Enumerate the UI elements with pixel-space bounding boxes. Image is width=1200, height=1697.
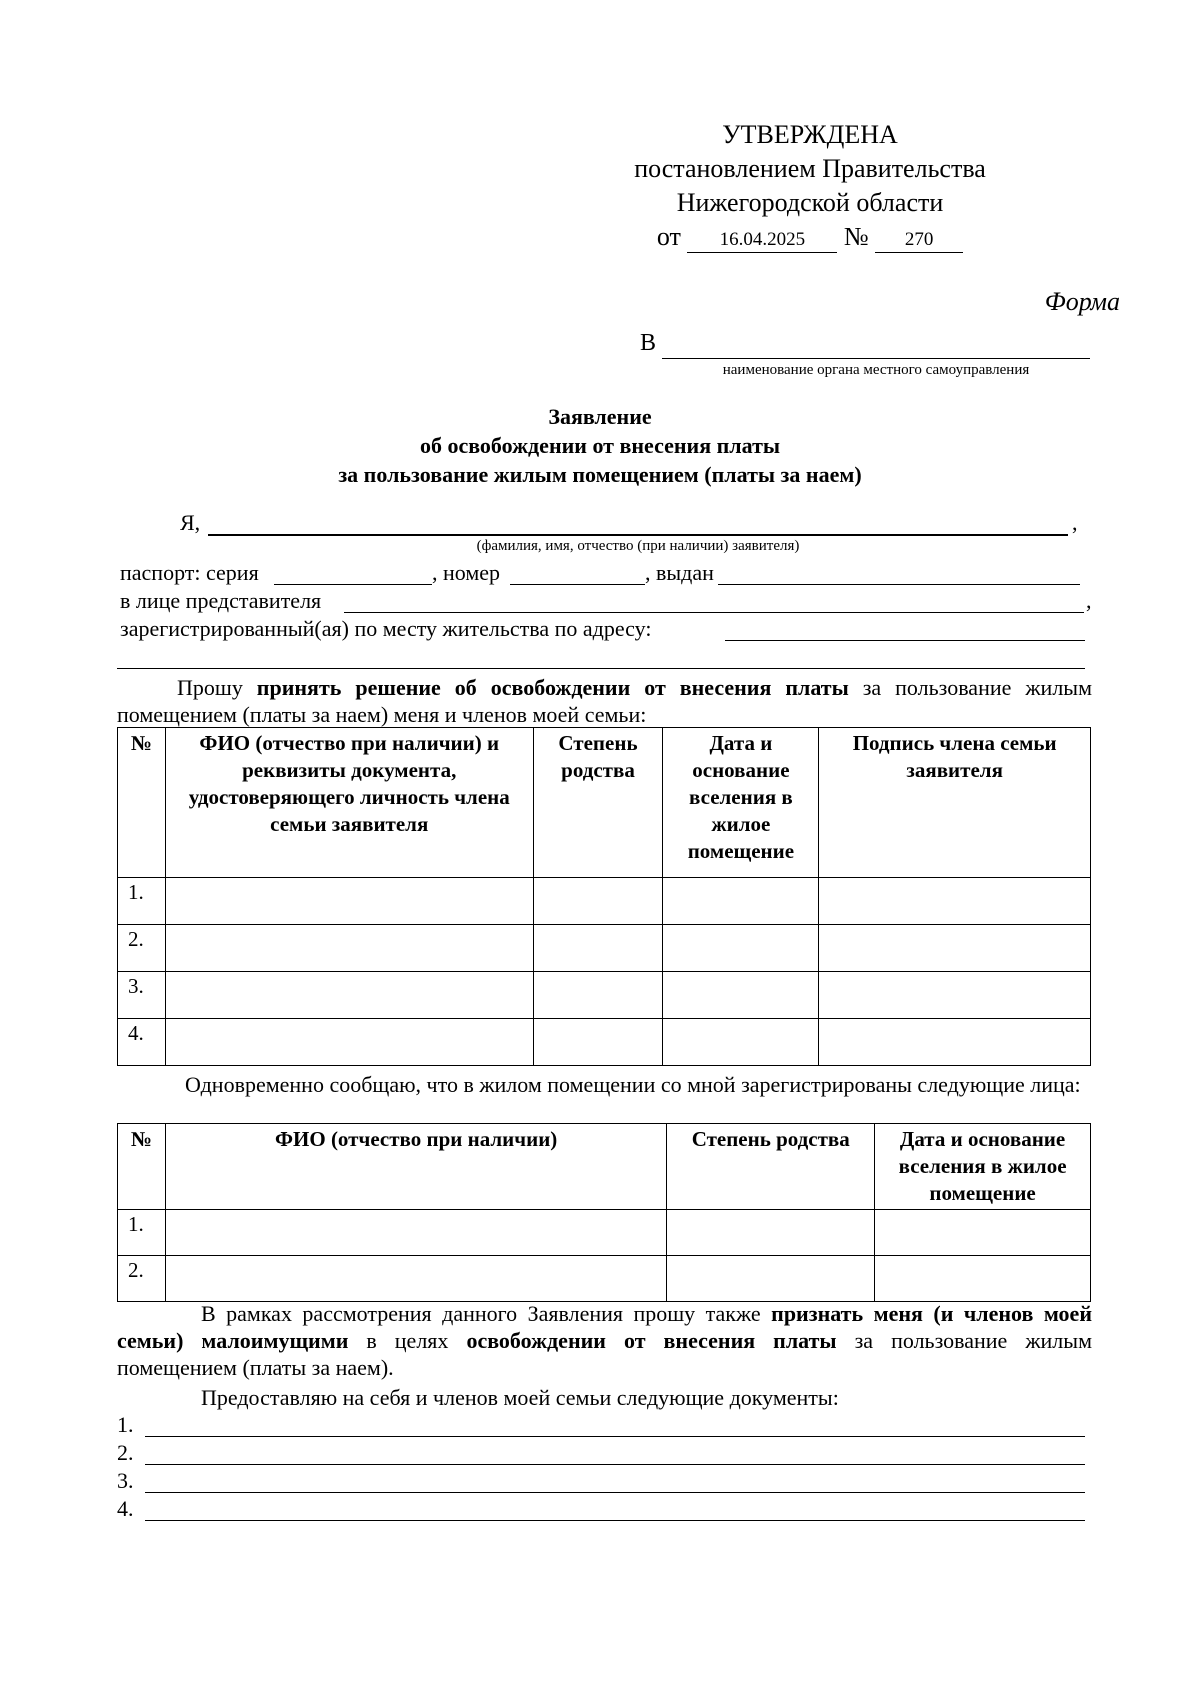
documents-list: [117, 1412, 1117, 1532]
row-number: 2.: [118, 1256, 166, 1302]
table-cell[interactable]: [533, 878, 663, 925]
passport-issued-field[interactable]: [718, 584, 1080, 585]
table-cell[interactable]: [875, 1210, 1091, 1256]
column-header: Дата и основание вселения в жилое помещение: [875, 1124, 1091, 1210]
request-text-bold: принять решение об освобождении от внесения платы: [256, 675, 849, 700]
approval-date-line: [600, 220, 1020, 254]
column-header: №: [118, 728, 166, 878]
table-row: [118, 925, 1091, 972]
column-header: Подпись члена семьи заявителя: [819, 728, 1091, 878]
poor-text-3: за пользование жилым помещением (платы за наем).: [117, 1328, 1092, 1380]
poor-text-bold-1: признать меня (и членов моей семьи) малоимущими: [117, 1301, 1092, 1353]
document-item-field[interactable]: [145, 1520, 1085, 1521]
column-header: №: [118, 1124, 166, 1210]
document-item-field[interactable]: [145, 1464, 1085, 1465]
approval-region: Нижегородской области: [676, 188, 944, 217]
column-header: Дата и основание вселения в жилое помещение: [663, 728, 819, 878]
approval-number: 270: [875, 228, 963, 253]
poor-text-2: в целях: [348, 1328, 467, 1353]
table-cell[interactable]: [667, 1256, 875, 1302]
request-text-2: за пользование жилым помещением (платы за наем) меня и членов моей семьи:: [117, 675, 1092, 727]
poor-text-1: В рамках рассмотрения данного Заявления прошу также: [201, 1301, 772, 1326]
passport-number-field[interactable]: [510, 584, 645, 585]
table-cell[interactable]: [533, 1019, 663, 1066]
poor-text-bold-2: освобождении от внесения платы: [466, 1328, 837, 1353]
addressee-field[interactable]: [662, 358, 1090, 359]
table-cell[interactable]: [165, 972, 533, 1019]
table-cell[interactable]: [875, 1256, 1091, 1302]
document-item-field[interactable]: [145, 1436, 1085, 1437]
title-line-1: Заявление: [548, 404, 652, 429]
column-header: ФИО (отчество при наличии) и реквизиты документа, удостоверяющего личность члена семьи заявителя: [165, 728, 533, 878]
date-prefix: от: [656, 222, 681, 251]
table-cell[interactable]: [533, 972, 663, 1019]
approval-title: УТВЕРЖДЕНА: [722, 120, 898, 149]
row-number: 1.: [118, 878, 166, 925]
title-line-3: за пользование жилым помещением (платы за наем): [338, 462, 862, 487]
applicant-name-field[interactable]: [208, 534, 1068, 536]
row-number: 3.: [118, 972, 166, 1019]
table-cell[interactable]: [663, 972, 819, 1019]
request-text-1: Прошу: [177, 675, 257, 700]
passport-number-label: , номер: [432, 560, 501, 585]
row-number: 2.: [118, 925, 166, 972]
table-cell[interactable]: [819, 972, 1091, 1019]
document-item-number: 3.: [117, 1468, 134, 1493]
addressee-prefix: В: [640, 330, 657, 356]
row-number: 4.: [118, 1019, 166, 1066]
table-cell[interactable]: [165, 925, 533, 972]
registered-label: зарегистрированный(ая) по месту жительства по адресу:: [120, 616, 652, 641]
representative-comma: ,: [1086, 588, 1092, 613]
approval-date: 16.04.2025: [687, 228, 837, 253]
applicant-comma: ,: [1072, 510, 1078, 535]
table-cell[interactable]: [819, 878, 1091, 925]
approval-block: [600, 118, 1020, 254]
document-item-field[interactable]: [145, 1492, 1085, 1493]
table-row: [118, 878, 1091, 925]
applicant-name-hint: (фамилия, имя, отчество (при наличии) заявителя): [476, 538, 800, 554]
representative-label: в лице представителя: [120, 588, 322, 613]
document-item-number: 4.: [117, 1496, 134, 1521]
registered-persons-table: [117, 1123, 1091, 1302]
registered-address-field[interactable]: [725, 640, 1085, 641]
registered-address-field-2[interactable]: [117, 668, 1085, 669]
representative-field[interactable]: [344, 612, 1084, 613]
form-label: Форма: [1044, 287, 1120, 316]
row-number: 1.: [118, 1210, 166, 1256]
table-cell[interactable]: [533, 925, 663, 972]
table-cell[interactable]: [165, 878, 533, 925]
table-cell[interactable]: [165, 1019, 533, 1066]
addressee-hint: наименование органа местного самоуправления: [722, 362, 1030, 378]
column-header: Степень родства: [533, 728, 663, 878]
table-cell[interactable]: [819, 1019, 1091, 1066]
document-item-number: 1.: [117, 1412, 134, 1437]
poor-status-paragraph: [117, 1300, 1092, 1381]
passport-series-field[interactable]: [274, 584, 432, 585]
table-cell[interactable]: [667, 1210, 875, 1256]
table-cell[interactable]: [663, 878, 819, 925]
passport-issued-label: , выдан: [645, 560, 714, 585]
document-title: [0, 402, 1200, 489]
table-header-row: [118, 728, 1091, 878]
family-members-table: [117, 727, 1091, 1066]
table-row: [118, 972, 1091, 1019]
title-line-2: об освобождении от внесения платы: [419, 433, 781, 458]
table-cell[interactable]: [663, 1019, 819, 1066]
column-header: Степень родства: [667, 1124, 875, 1210]
table-cell[interactable]: [165, 1210, 666, 1256]
applicant-i-label: Я,: [180, 510, 201, 535]
table-cell[interactable]: [819, 925, 1091, 972]
table-row: [118, 1210, 1091, 1256]
passport-series-label: паспорт: серия: [120, 560, 259, 585]
number-sign: №: [843, 222, 869, 251]
table-row: [118, 1256, 1091, 1302]
table-header-row: [118, 1124, 1091, 1210]
column-header: ФИО (отчество при наличии): [165, 1124, 666, 1210]
table-cell[interactable]: [165, 1256, 666, 1302]
request-paragraph: [117, 674, 1092, 728]
table-cell[interactable]: [663, 925, 819, 972]
approval-decree: постановлением Правительства: [634, 154, 986, 183]
table-row: [118, 1019, 1091, 1066]
inform-paragraph: Одновременно сообщаю, что в жилом помещении со мной зарегистрированы следующие лица:: [185, 1072, 1081, 1097]
documents-intro: Предоставляю на себя и членов моей семьи следующие документы:: [201, 1385, 839, 1410]
document-item-number: 2.: [117, 1440, 134, 1465]
